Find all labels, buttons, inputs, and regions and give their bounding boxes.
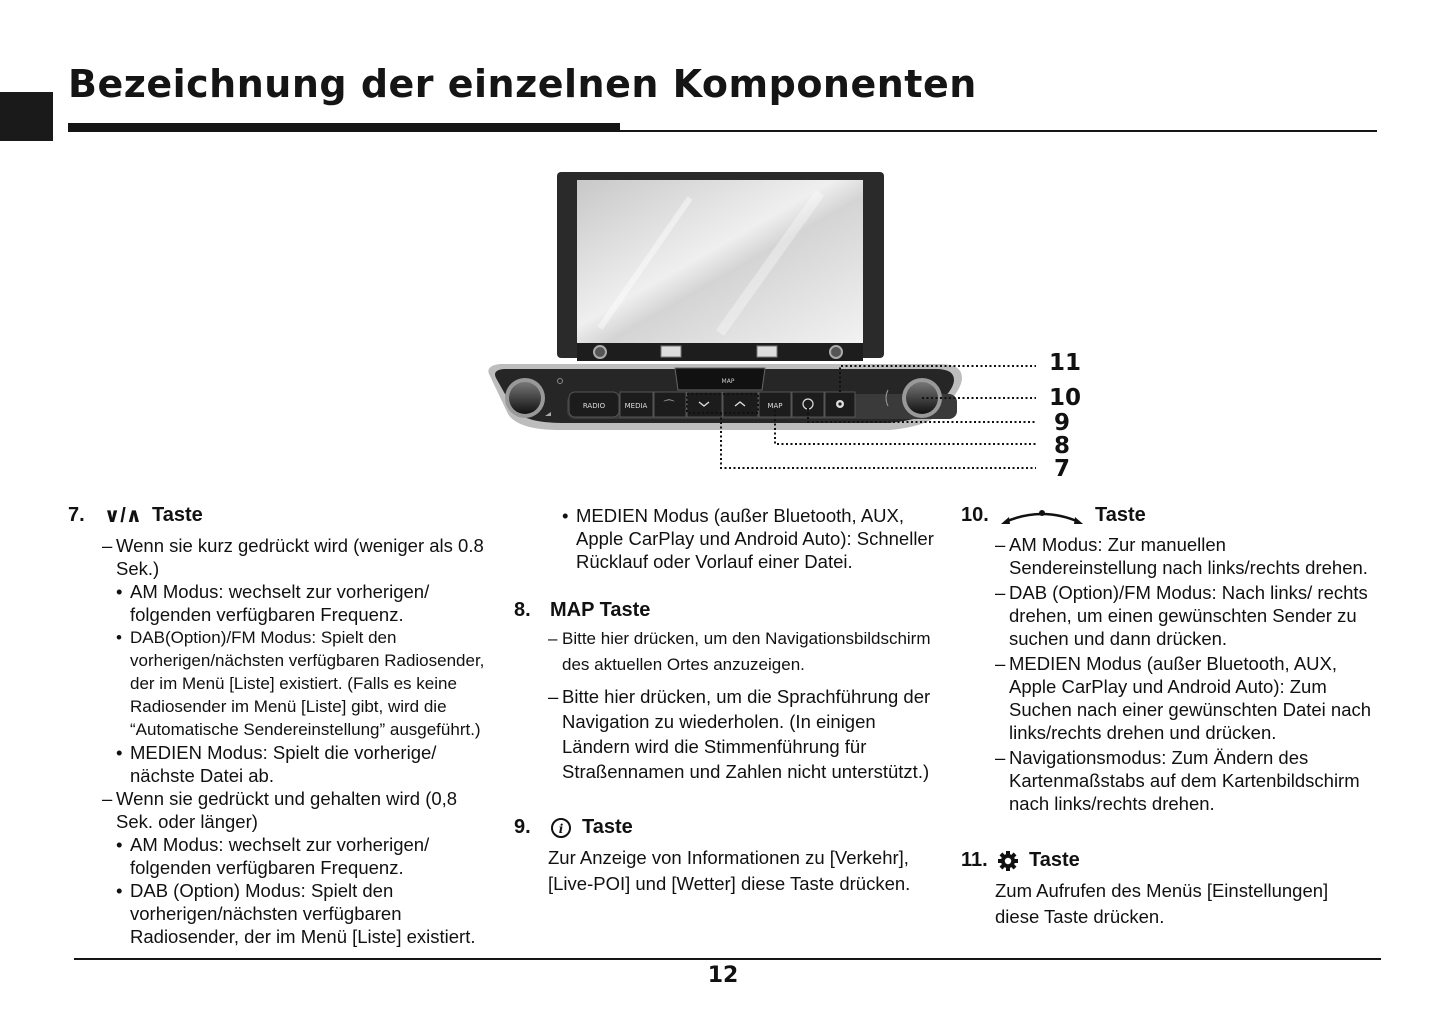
list-item: • DAB (Option) Modus: Spielt den vorherigen/nächsten verfügbaren Radiosender, der im Menü [Liste] existiert.	[116, 879, 498, 948]
monitor-screen	[577, 180, 863, 343]
list-item: – Bitte hier drücken, um den Navigationsbildschirm des aktuellen Ortes anzuzeigen.	[548, 626, 934, 678]
gear-icon	[997, 850, 1019, 872]
list-item: • AM Modus: wechselt zur vorherigen/ folgenden verfügbaren Frequenz.	[116, 580, 498, 626]
callout-11: 11	[1049, 350, 1082, 376]
list-item: – AM Modus: Zur manuellen Sendereinstellung nach links/rechts drehen.	[995, 533, 1376, 579]
section-9-title: 9. i Taste	[514, 816, 633, 838]
title-rule-thick	[68, 123, 620, 132]
callout-8: 8	[1054, 433, 1071, 459]
callout-9: 9	[1054, 410, 1071, 436]
list-item: • DAB(Option)/FM Modus: Spielt den vorherigen/nächsten verfügbaren Radiosender, der im Menü [Liste] existiert. (Falls es keine Radiosender im Menü [Liste] gibt, wird die “Automatische Sendereinstellung” ausgeführt.)	[116, 626, 498, 741]
head-unit-drawing	[470, 168, 1110, 488]
list-item: – Navigationsmodus: Zum Ändern des Kartenmaßstabs auf dem Kartenbildschirm nach links/rechts drehen.	[995, 746, 1376, 815]
section-7-title: 7. ∨/∧ Taste	[68, 504, 203, 527]
list-item: – DAB (Option)/FM Modus: Nach links/ rechts drehen, um einen gewünschten Sender zu suchen und dann drücken.	[995, 581, 1376, 650]
callout-7: 7	[1054, 456, 1071, 482]
page-title: Bezeichnung der einzelnen Komponenten	[68, 62, 977, 106]
svg-text:⌒: ⌒	[663, 399, 675, 412]
svg-text:i: i	[558, 821, 564, 836]
svg-text:MAP: MAP	[767, 402, 783, 410]
list-item: – MEDIEN Modus (außer Bluetooth, AUX, Apple CarPlay und Android Auto): Zum Suchen nach einer gewünschten Datei nach links/rechts drehen und drücken.	[995, 652, 1376, 744]
callout-10: 10	[1049, 385, 1082, 411]
list-item: • MEDIEN Modus: Spielt die vorherige/ nächste Datei ab.	[116, 741, 498, 787]
svg-text:RADIO: RADIO	[582, 402, 606, 410]
info-icon	[550, 817, 572, 839]
list-item: • MEDIEN Modus (außer Bluetooth, AUX, Apple CarPlay und Android Auto): Schneller Rücklauf oder Vorlauf einer Datei.	[562, 504, 934, 573]
title-rule-thin	[620, 130, 1377, 132]
column-middle	[514, 504, 934, 897]
list-item: • AM Modus: wechselt zur vorherigen/ folgenden verfügbaren Frequenz.	[116, 833, 498, 879]
top-map-label: MAP	[721, 378, 735, 385]
section-7-long-press: – Wenn sie gedrückt und gehalten wird (0,8 Sek. oder länger)	[102, 787, 498, 833]
svg-text:MEDIA: MEDIA	[624, 402, 648, 410]
column-right	[961, 504, 1376, 930]
section-9-text: Zur Anzeige von Informationen zu [Verkehr], [Live-POI] und [Wetter] diese Taste drücken.	[548, 847, 911, 894]
rotate-knob-icon	[999, 506, 1085, 526]
list-item: – Bitte hier drücken, um die Sprachführung der Navigation zu wiederholen. (In einigen Ländern wird die Stimmenführung für Straßennamen und Zahlen nicht unterstützt.)	[548, 684, 934, 784]
footer-rule	[74, 958, 1381, 960]
section-8-title: 8. MAP Taste	[514, 599, 651, 621]
column-left	[68, 503, 498, 948]
chapter-tab-marker	[0, 92, 53, 141]
section-11-text: Zum Aufrufen des Menüs [Einstellungen] diese Taste drücken.	[995, 880, 1329, 927]
section-10-title: 10. Taste	[961, 504, 1146, 526]
head-unit-illustration	[470, 168, 1110, 488]
page-number: 12	[707, 963, 739, 988]
seek-arrows-icon: ∨/∧	[104, 505, 143, 527]
section-11-title: 11. Taste	[961, 849, 1080, 871]
section-7-short-press: – Wenn sie kurz gedrückt wird (weniger als 0.8 Sek.)	[102, 534, 498, 580]
